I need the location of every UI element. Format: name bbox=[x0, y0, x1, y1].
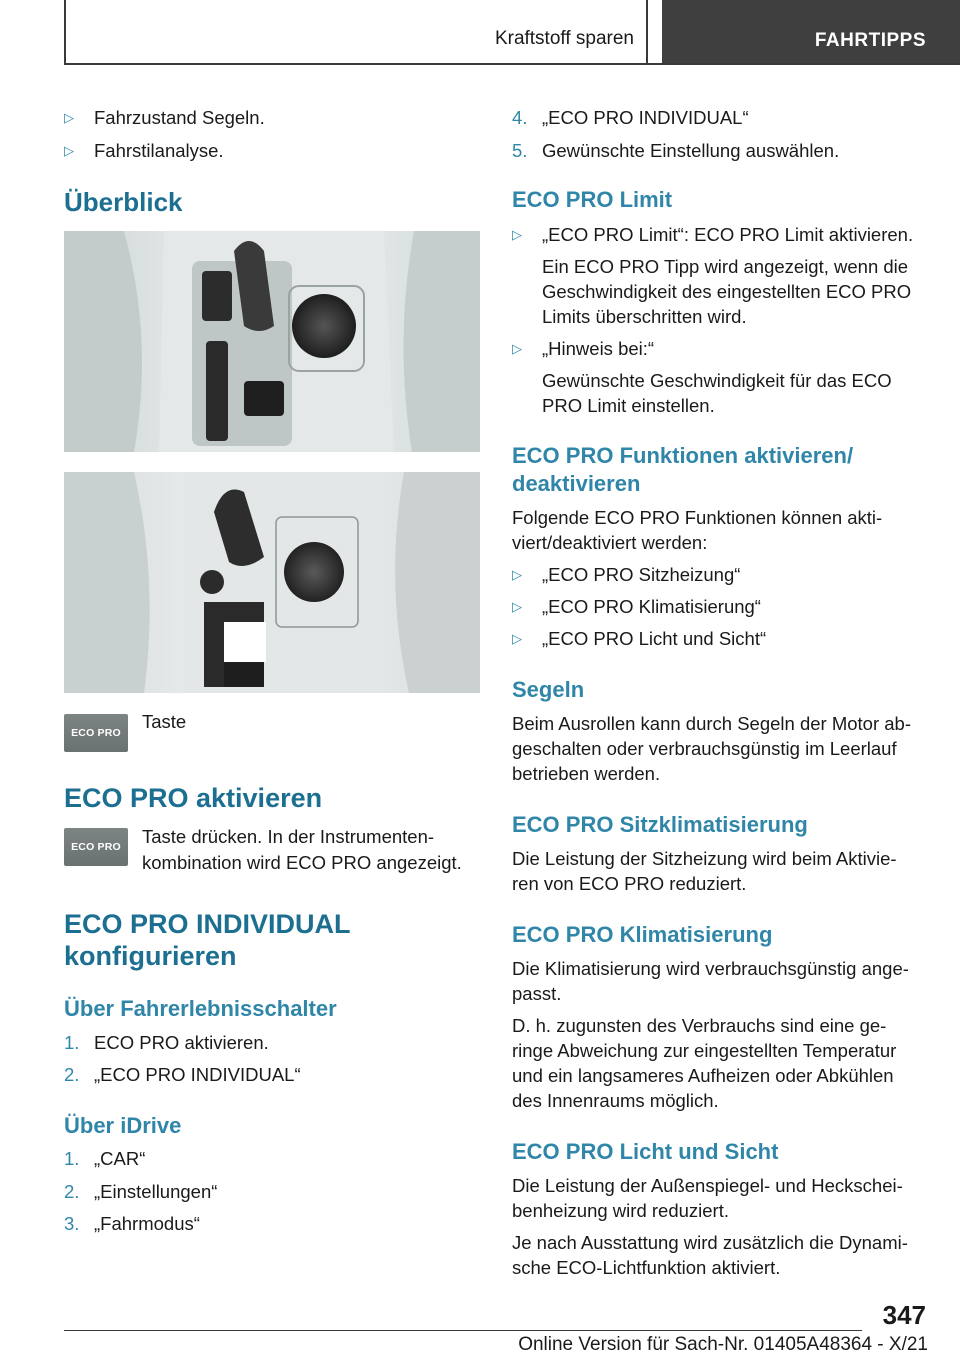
step-number: 2. bbox=[64, 1181, 80, 1202]
bullet-detail-line: Ein ECO PRO Tipp wird angezeigt, wenn die bbox=[542, 256, 909, 277]
step-text: „Fahrmodus“ bbox=[94, 1213, 200, 1234]
licht-heading: ECO PRO Licht und Sicht bbox=[512, 1139, 779, 1164]
bullet-item: Fahrzustand Segeln. bbox=[94, 107, 265, 128]
eco-pro-button-icon bbox=[64, 714, 128, 752]
segeln-text-line: geschalten oder verbrauchsgünstig im Leerlauf bbox=[512, 738, 897, 759]
functions-heading-line: ECO PRO Funktionen aktivieren/ bbox=[512, 443, 854, 468]
step-text: ECO PRO aktivieren. bbox=[94, 1032, 269, 1053]
individual-heading-line: konfigurieren bbox=[64, 941, 237, 971]
step-number: 1. bbox=[64, 1148, 80, 1169]
bullet-detail-line: Geschwindigkeit des eingestellten ECO PRO bbox=[542, 281, 912, 302]
limit-heading: ECO PRO Limit bbox=[512, 187, 673, 212]
bullet-triangle-icon: ▷ bbox=[512, 567, 522, 582]
licht-text-line: benheizung wird reduziert. bbox=[512, 1200, 729, 1221]
step-text: „ECO PRO INDIVIDUAL“ bbox=[94, 1064, 301, 1085]
online-version-note: Online Version für Sach-Nr. 01405A48364 - X/21 bbox=[518, 1334, 928, 1355]
sitz-text-line: ren von ECO PRO reduziert. bbox=[512, 873, 747, 894]
header-chapter-tab bbox=[662, 0, 960, 65]
overview-heading: Überblick bbox=[64, 187, 183, 217]
klima-text-line: passt. bbox=[512, 983, 562, 1004]
segeln-text-line: betrieben werden. bbox=[512, 763, 661, 784]
functions-heading-line: deaktivieren bbox=[512, 471, 641, 496]
functions-text-line: Folgende ECO PRO Funktionen können akti- bbox=[512, 507, 883, 528]
klima-heading: ECO PRO Klimatisierung bbox=[512, 922, 773, 947]
header-section-tab bbox=[66, 0, 648, 63]
step-text: „ECO PRO INDIVIDUAL“ bbox=[542, 107, 749, 128]
klima-text-line: D. h. zugunsten des Verbrauchs sind eine ge- bbox=[512, 1015, 887, 1036]
step-number: 4. bbox=[512, 107, 528, 128]
klima-text-line: ringe Abweichung zur eingestellten Temperatur bbox=[512, 1040, 897, 1061]
console-illustration-1 bbox=[64, 231, 480, 452]
step-number: 5. bbox=[512, 140, 528, 161]
step-number: 3. bbox=[64, 1213, 80, 1234]
console-photo-2 bbox=[64, 472, 480, 693]
header-chapter-title: FAHRTIPPS bbox=[814, 30, 926, 51]
bullet-detail-line: Limits überschritten wird. bbox=[542, 306, 747, 327]
bullet-item: „ECO PRO Licht und Sicht“ bbox=[542, 628, 767, 649]
functions-text-line: viert/deaktiviert werden: bbox=[512, 532, 708, 553]
step-number: 1. bbox=[64, 1032, 80, 1053]
bullet-detail-line: Gewünschte Geschwindigkeit für das ECO bbox=[542, 370, 892, 391]
activate-text-line: Taste drücken. In der Instrumenten- bbox=[142, 826, 435, 847]
licht-text-line: Die Leistung der Außenspiegel- und Heckschei- bbox=[512, 1175, 903, 1196]
segeln-text-line: Beim Ausrollen kann durch Segeln der Motor ab- bbox=[512, 713, 911, 734]
footer-divider bbox=[64, 1330, 862, 1331]
klima-text-line: und ein langsameres Aufheizen oder Abkühlen bbox=[512, 1065, 894, 1086]
bullet-triangle-icon: ▷ bbox=[512, 631, 522, 646]
individual-heading-line: ECO PRO INDIVIDUAL bbox=[64, 909, 351, 939]
step-number: 2. bbox=[64, 1064, 80, 1085]
segeln-heading: Segeln bbox=[512, 677, 585, 702]
klima-text-line: des Innenraums möglich. bbox=[512, 1090, 719, 1111]
bullet-triangle-icon: ▷ bbox=[512, 341, 522, 356]
activate-text-line: kombination wird ECO PRO angezeigt. bbox=[142, 852, 462, 873]
sitz-text-line: Die Leistung der Sitzheizung wird beim Aktivie- bbox=[512, 848, 897, 869]
eco-pro-button-label: ECO PRO bbox=[71, 841, 121, 853]
header-divider bbox=[64, 63, 960, 65]
header-section-title: Kraftstoff sparen bbox=[494, 28, 634, 49]
bullet-triangle-icon: ▷ bbox=[512, 227, 522, 242]
step-text: „CAR“ bbox=[94, 1148, 146, 1169]
licht-text-line: sche ECO-Lichtfunktion aktiviert. bbox=[512, 1257, 781, 1278]
console-photo-1 bbox=[64, 231, 480, 452]
activate-heading: ECO PRO aktivieren bbox=[64, 783, 323, 813]
licht-text-line: Je nach Ausstattung wird zusätzlich die Dynami- bbox=[512, 1232, 908, 1253]
bullet-triangle-icon: ▷ bbox=[512, 599, 522, 614]
bullet-triangle-icon: ▷ bbox=[64, 110, 74, 125]
switch-heading: Über Fahrerlebnisschalter bbox=[64, 996, 337, 1021]
eco-pro-button-icon bbox=[64, 828, 128, 866]
bullet-item: „ECO PRO Klimatisierung“ bbox=[542, 596, 761, 617]
bullet-item: „Hinweis bei:“ bbox=[542, 338, 655, 359]
step-text: Gewünschte Einstellung auswählen. bbox=[542, 140, 840, 161]
idrive-heading: Über iDrive bbox=[64, 1113, 182, 1138]
klima-text-line: Die Klimatisierung wird verbrauchsgünstig ange- bbox=[512, 958, 909, 979]
bullet-item: „ECO PRO Sitzheizung“ bbox=[542, 564, 741, 585]
console-illustration-2 bbox=[64, 472, 480, 693]
sitz-heading: ECO PRO Sitzklimatisierung bbox=[512, 812, 808, 837]
eco-pro-button-label: ECO PRO bbox=[71, 727, 121, 739]
taste-label: Taste bbox=[142, 711, 187, 732]
page-number: 347 bbox=[882, 1300, 926, 1330]
bullet-item: Fahrstilanalyse. bbox=[94, 140, 224, 161]
bullet-detail-line: PRO Limit einstellen. bbox=[542, 395, 715, 416]
step-text: „Einstellungen“ bbox=[94, 1181, 218, 1202]
bullet-triangle-icon: ▷ bbox=[64, 143, 74, 158]
bullet-item: „ECO PRO Limit“: ECO PRO Limit aktivieren. bbox=[542, 224, 914, 245]
